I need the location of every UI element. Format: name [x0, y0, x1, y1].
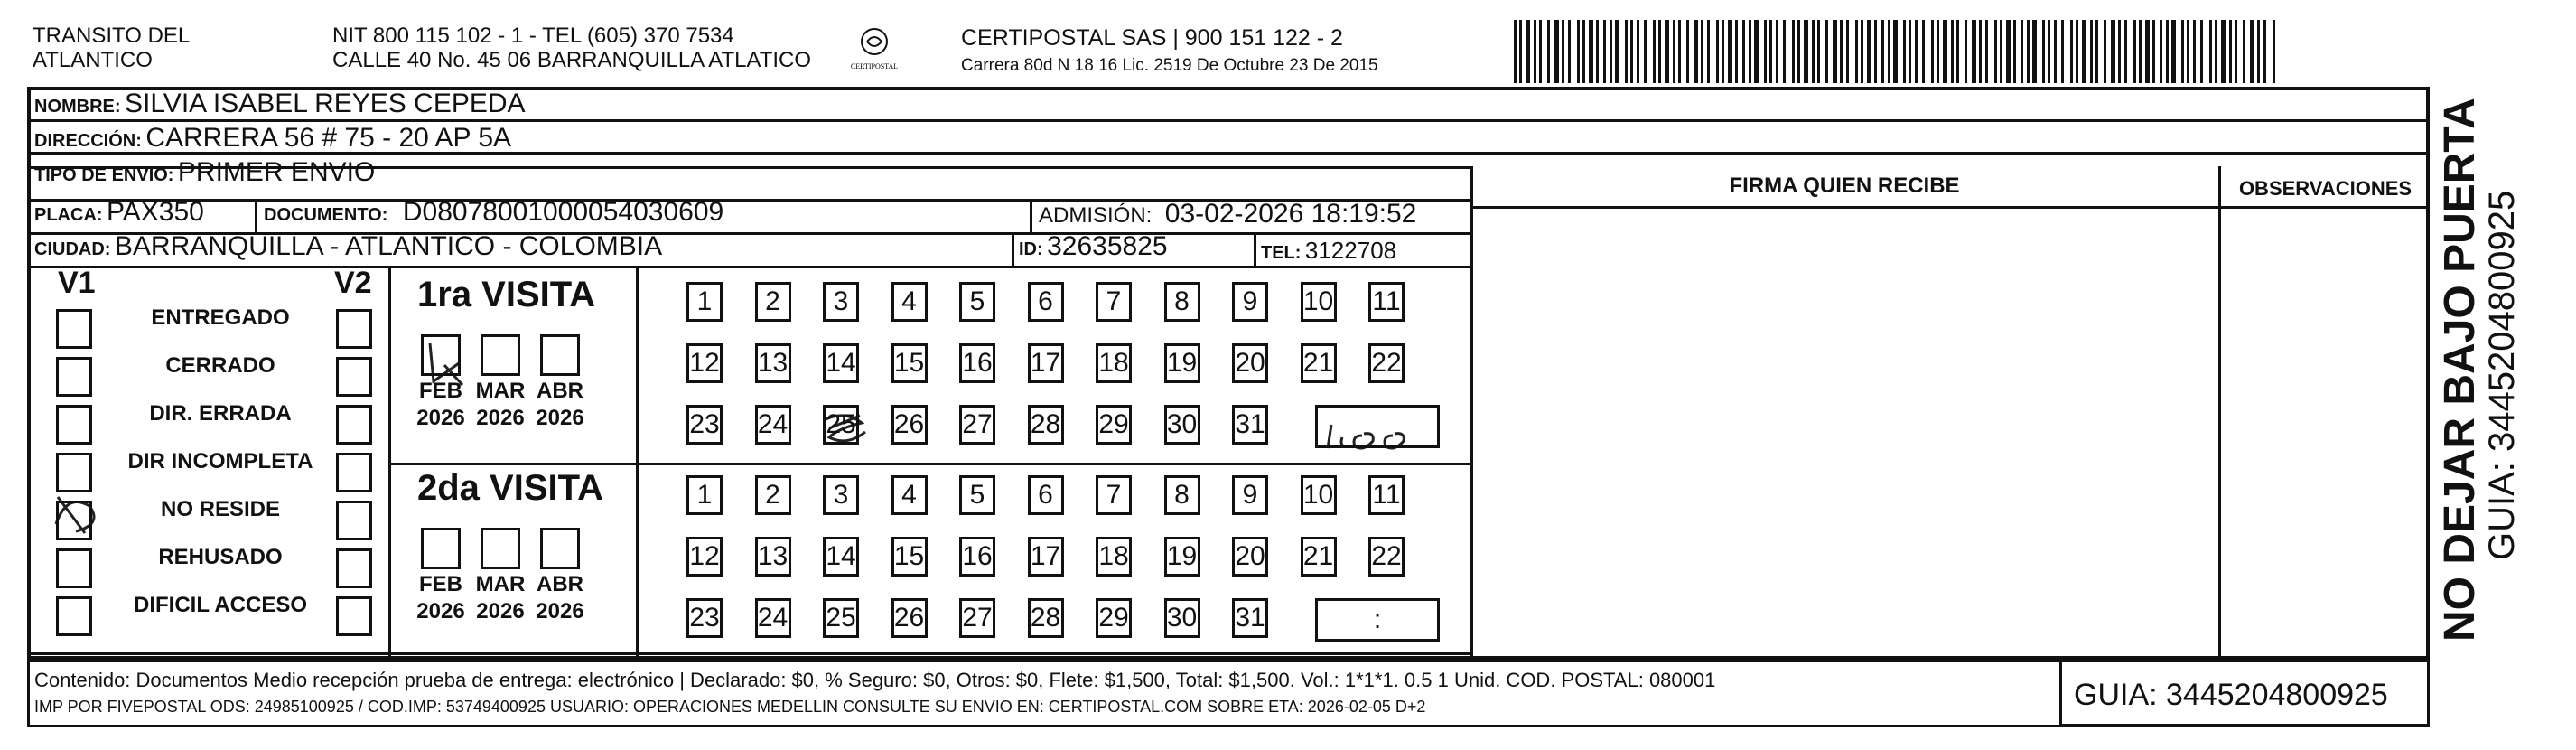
visit1-day-23[interactable]: 23: [686, 405, 723, 445]
barcode-bar: [2193, 20, 2196, 83]
visit1-day-25[interactable]: 25: [823, 405, 859, 445]
barcode-bar: [1554, 20, 1559, 83]
barcode-bar: [2104, 20, 2106, 83]
visit2-day-3[interactable]: 3: [823, 475, 859, 515]
visit1-day-4[interactable]: 4: [891, 282, 928, 322]
admision-value: 03-02-2026 18:19:52: [1164, 199, 1417, 229]
barcode-bar: [2273, 20, 2275, 83]
visit1-month-year: 2026: [416, 406, 465, 430]
barcode-bar: [1653, 20, 1656, 83]
visit1-month-name: FEB: [419, 379, 462, 403]
barcode-bar: [2145, 20, 2150, 83]
barcode-bar: [2124, 20, 2127, 83]
barcode-bar: [1861, 20, 1863, 83]
barcode-bar: [1728, 20, 1732, 83]
admision-field: [1039, 199, 1416, 230]
barcode-bar: [1972, 20, 1976, 83]
visit2-day-24[interactable]: 24: [755, 598, 791, 638]
barcode-bar: [1833, 20, 1837, 83]
barcode-bar: [1673, 20, 1675, 83]
license-line: Carrera 80d N 18 16 Lic. 2519 De Octubre 23 De 2015: [961, 56, 1378, 75]
visit1-day-28[interactable]: 28: [1028, 405, 1064, 445]
barcode-bar: [2160, 20, 2162, 83]
visit2-month-checkbox-mar[interactable]: [481, 528, 520, 569]
tipo-value: PRIMER ENVIO: [177, 157, 376, 187]
tipo-row: [34, 157, 375, 188]
direccion-row: [34, 123, 511, 154]
barcode-bar: [1979, 20, 1982, 83]
visit2-day-4[interactable]: 4: [891, 475, 928, 515]
visit1-day-15[interactable]: 15: [891, 343, 928, 383]
observaciones-header: OBSERVACIONES: [2238, 177, 2413, 200]
visit2-day-30[interactable]: 30: [1164, 598, 1200, 638]
logo-text: CERTIPOSTAL: [850, 62, 899, 70]
visit2-month-year: 2026: [536, 599, 584, 623]
status-option-cerrado: CERRADO: [165, 353, 275, 378]
visit1-day-26[interactable]: 26: [891, 405, 928, 445]
company-name: [33, 23, 190, 72]
tel-field: [1261, 237, 1396, 265]
visit2-day-19[interactable]: 19: [1164, 537, 1200, 577]
visit1-month-year: 2026: [536, 406, 584, 430]
visit1-month-year: 2026: [476, 406, 525, 430]
visit1-month-label: [531, 378, 589, 432]
visit1-day-22[interactable]: 22: [1368, 343, 1405, 383]
visit1-day-16[interactable]: 16: [959, 343, 995, 383]
direccion-label: DIRECCIÓN:: [34, 131, 142, 151]
visit1-day-3[interactable]: 3: [823, 282, 859, 322]
barcode-bar: [2171, 20, 2176, 83]
footer-line-1: Contenido: Documentos Medio recepción prueba de entrega: electrónico | Declarado: $0, % Seguro: $0, Otros: $0, Flete: $1,500, Total: $1,500. Vol.: 1*1*1. 0.5 1 Unid. COD. POSTAL: 080001: [34, 669, 1716, 691]
visit2-day-20[interactable]: 20: [1232, 537, 1268, 577]
barcode-bar: [1846, 20, 1849, 83]
visit1-day-29[interactable]: 29: [1096, 405, 1132, 445]
footer-line-2: IMP POR FIVEPOSTAL ODS: 24985100925 / COD.IMP: 53749400925 USUARIO: OPERACIONES MEDELLIN CONSULTE SU ENVIO EN: CERTIPOSTAL.COM SOBRE ETA: 2026-02-05 D+2: [34, 698, 1426, 716]
visit2-day-28[interactable]: 28: [1028, 598, 1064, 638]
documento-field: [264, 197, 723, 228]
visit2-day-1[interactable]: 1: [686, 475, 723, 515]
barcode-bar: [1707, 20, 1710, 83]
barcode-bar: [2006, 20, 2011, 83]
visit2-time-box[interactable]: :: [1315, 598, 1440, 642]
barcode-bar: [2221, 20, 2226, 83]
barcode-bar: [1547, 20, 1550, 83]
ciudad-label: CIUDAD:: [34, 239, 111, 259]
barcode-bar: [1716, 20, 1719, 83]
v2-checkbox-dir-errada[interactable]: [336, 405, 372, 445]
company-line-1: TRANSITO DEL: [33, 23, 191, 48]
visit1-month-checkbox-abr[interactable]: [540, 334, 580, 376]
barcode-bar: [1644, 20, 1647, 83]
barcode-bar: [2209, 20, 2212, 83]
barcode-bar: [1804, 20, 1808, 83]
barcode-bar: [1776, 20, 1778, 83]
visit1-day-18[interactable]: 18: [1096, 343, 1132, 383]
barcode-bar: [1658, 20, 1661, 83]
visit1-day-10[interactable]: 10: [1301, 282, 1337, 322]
visit1-day-9[interactable]: 9: [1232, 282, 1268, 322]
barcode-bar: [2263, 20, 2266, 83]
v2-checkbox-dificil-acceso[interactable]: [336, 596, 372, 636]
v1-label: V1: [58, 266, 96, 300]
visit1-day-27[interactable]: 27: [959, 405, 995, 445]
admision-label: ADMISIÓN:: [1039, 203, 1153, 228]
barcode-bar: [1817, 20, 1820, 83]
barcode-bar: [2139, 20, 2142, 83]
status-option-dificil-acceso: DIFICIL ACCESO: [133, 593, 307, 617]
nombre-value: SILVIA ISABEL REYES CEPEDA: [125, 89, 526, 118]
barcode-bar: [1764, 20, 1767, 83]
v1-checkbox-dificil-acceso[interactable]: [56, 596, 92, 636]
side-guia: GUIA: 3445204800925: [2482, 190, 2522, 560]
barcode-bar: [2111, 20, 2115, 83]
barcode-bar: [1812, 20, 1815, 83]
barcode-bar: [1514, 20, 1517, 83]
barcode-bar: [1783, 20, 1786, 83]
status-option-dir-errada: DIR. ERRADA: [149, 401, 292, 426]
tel-label: TEL:: [1261, 243, 1302, 263]
visit1-day-14[interactable]: 14: [823, 343, 859, 383]
barcode-bar: [2229, 20, 2232, 83]
barcode-bar: [1686, 20, 1689, 83]
barcode-bar: [1792, 20, 1795, 83]
documento-value: D08078001000054030609: [402, 197, 724, 227]
barcode-bar: [1694, 20, 1698, 83]
visit2-day-7[interactable]: 7: [1096, 475, 1132, 515]
barcode-bar: [2235, 20, 2237, 83]
barcode-bar: [1589, 20, 1593, 83]
visit2-day-2[interactable]: 2: [755, 475, 791, 515]
barcode-bar: [1582, 20, 1585, 83]
barcode-bar: [2133, 20, 2136, 83]
v2-checkbox-dir-incompleta[interactable]: [336, 453, 372, 492]
tel-value: 3122708: [1304, 237, 1397, 264]
visit2-day-11[interactable]: 11: [1368, 475, 1405, 515]
barcode-bar: [2200, 20, 2203, 83]
visit2-day-18[interactable]: 18: [1096, 537, 1132, 577]
barcode-bar: [1610, 20, 1612, 83]
observaciones-area[interactable]: [2222, 210, 2426, 656]
barcode-bar: [1722, 20, 1724, 83]
barcode-bar: [1931, 20, 1934, 83]
barcode-bar: [1735, 20, 1738, 83]
firma-header: FIRMA QUIEN RECIBE: [1729, 173, 1960, 198]
barcode-bar: [2215, 20, 2217, 83]
barcode-bar: [1903, 20, 1906, 83]
barcode-bar: [1769, 20, 1772, 83]
visit2-day-26[interactable]: 26: [891, 598, 928, 638]
barcode-bar: [1615, 20, 1619, 83]
placa-label: PLACA:: [34, 205, 103, 225]
visit2-month-label: [531, 571, 589, 625]
visit2-day-9[interactable]: 9: [1232, 475, 1268, 515]
barcode-bar: [1603, 20, 1606, 83]
visit1-day-17[interactable]: 17: [1028, 343, 1064, 383]
visit1-day-8[interactable]: 8: [1164, 282, 1200, 322]
visit2-day-6[interactable]: 6: [1028, 475, 1064, 515]
barcode-bar: [1874, 20, 1877, 83]
no-dejar-bajo-puerta: NO DEJAR BAJO PUERTA: [2436, 98, 2484, 642]
visit2-day-21[interactable]: 21: [1301, 537, 1337, 577]
barcode-bar: [2166, 20, 2169, 83]
visit2-day-27[interactable]: 27: [959, 598, 995, 638]
visit1-day-5[interactable]: 5: [959, 282, 995, 322]
barcode-bar: [1888, 20, 1890, 83]
barcode-bar: [1519, 20, 1522, 83]
visit2-day-14[interactable]: 14: [823, 537, 859, 577]
visit2-day-12[interactable]: 12: [686, 537, 723, 577]
id-field: [1019, 231, 1168, 262]
barcode-bar: [1909, 20, 1911, 83]
barcode-bar: [1922, 20, 1925, 83]
barcode-bar: [1701, 20, 1703, 83]
visit1-day-21[interactable]: 21: [1301, 343, 1337, 383]
v2-checkbox-cerrado[interactable]: [336, 357, 372, 397]
barcode-bar: [1678, 20, 1681, 83]
barcode-bar: [2070, 20, 2073, 83]
v1-checkbox-rehusado[interactable]: [56, 548, 92, 588]
nit-line: NIT 800 115 102 - 1 - TEL (605) 370 7534: [332, 23, 734, 48]
barcode-bar: [1951, 20, 1954, 83]
barcode-bar: [1596, 20, 1599, 83]
visit2-day-17[interactable]: 17: [1028, 537, 1064, 577]
barcode-bar: [2061, 20, 2064, 83]
visit2-day-15[interactable]: 15: [891, 537, 928, 577]
status-option-dir-incompleta: DIR INCOMPLETA: [127, 449, 313, 473]
visit2-day-22[interactable]: 22: [1368, 537, 1405, 577]
ciudad-field: [34, 231, 662, 262]
barcode-bar: [2095, 20, 2098, 83]
visit1-day-6[interactable]: 6: [1028, 282, 1064, 322]
barcode-bar: [1637, 20, 1639, 83]
id-value: 32635825: [1047, 231, 1168, 261]
v2-checkbox-no-reside[interactable]: [336, 501, 372, 540]
barcode-bar: [2021, 20, 2023, 83]
v1-checkbox-cerrado[interactable]: [56, 357, 92, 397]
visit2-month-name: FEB: [419, 572, 462, 596]
barcode-bar: [1742, 20, 1745, 83]
visit2-title: 2da VISITA: [417, 468, 603, 508]
barcode-bar: [2032, 20, 2037, 83]
barcode-bar: [1893, 20, 1898, 83]
status-option-entregado: ENTREGADO: [151, 305, 290, 330]
visit1-month-label: [412, 378, 470, 432]
status-option-no-reside: NO RESIDE: [160, 497, 281, 521]
visit2-day-5[interactable]: 5: [959, 475, 995, 515]
tipo-label: TIPO DE ENVIO:: [34, 165, 174, 185]
nombre-label: NOMBRE:: [34, 97, 121, 117]
visit1-day-12[interactable]: 12: [686, 343, 723, 383]
visit1-day-20[interactable]: 20: [1232, 343, 1268, 383]
id-label: ID:: [1019, 239, 1043, 259]
barcode: [1514, 20, 2282, 83]
visit1-day-11[interactable]: 11: [1368, 282, 1405, 322]
visit2-month-checkbox-feb[interactable]: [421, 528, 461, 569]
visit2-month-name: ABR: [537, 572, 583, 596]
placa-field: [34, 197, 204, 228]
visit1-time-box[interactable]: [1315, 405, 1440, 448]
certipostal-logo: [842, 25, 907, 74]
visit1-day-7[interactable]: 7: [1096, 282, 1132, 322]
barcode-bar: [1994, 20, 1997, 83]
barcode-bar: [1943, 20, 1947, 83]
company-contact: [332, 23, 811, 72]
barcode-bar: [1749, 20, 1751, 83]
v2-label: V2: [334, 266, 372, 300]
visit2-month-label: [412, 571, 470, 625]
visit2-day-10[interactable]: 10: [1301, 475, 1337, 515]
visit1-month-name: MAR: [475, 379, 526, 403]
barcode-bar: [2187, 20, 2189, 83]
v2-checkbox-entregado[interactable]: [336, 309, 372, 349]
barcode-bar: [2054, 20, 2057, 83]
v1-checkbox-dir-incompleta[interactable]: [56, 453, 92, 492]
v2-checkbox-rehusado[interactable]: [336, 548, 372, 588]
visit1-day-31[interactable]: 31: [1232, 405, 1268, 445]
v1-checkbox-entregado[interactable]: [56, 309, 92, 349]
barcode-bar: [2152, 20, 2155, 83]
barcode-bar: [1665, 20, 1669, 83]
barcode-bar: [1825, 20, 1828, 83]
direccion-value: CARRERA 56 # 75 - 20 AP 5A: [145, 123, 512, 153]
barcode-bar: [2013, 20, 2016, 83]
signature-area[interactable]: [1474, 210, 2215, 656]
visit1-day-13[interactable]: 13: [755, 343, 791, 383]
v1-checkbox-no-reside[interactable]: [56, 501, 92, 540]
barcode-bar: [1625, 20, 1628, 83]
barcode-bar: [1855, 20, 1858, 83]
barcode-bar: [2250, 20, 2254, 83]
barcode-bar: [2076, 20, 2078, 83]
barcode-bar: [1534, 20, 1536, 83]
barcode-bar: [2000, 20, 2002, 83]
v1-checkbox-dir-errada[interactable]: [56, 405, 92, 445]
placa-value: PAX350: [107, 197, 204, 227]
barcode-bar: [1937, 20, 1939, 83]
ciudad-value: BARRANQUILLA - ATLANTICO - COLOMBIA: [114, 231, 663, 261]
footer-guia: GUIA: 3445204800925: [2074, 678, 2388, 712]
address-line: CALLE 40 No. 45 06 BARRANQUILLA ATLATICO: [332, 48, 812, 72]
visit1-day-2[interactable]: 2: [755, 282, 791, 322]
visit2-day-8[interactable]: 8: [1164, 475, 1200, 515]
barcode-bar: [1956, 20, 1959, 83]
barcode-bar: [1539, 20, 1542, 83]
visit2-month-checkbox-abr[interactable]: [540, 528, 580, 569]
barcode-bar: [1965, 20, 1967, 83]
barcode-bar: [1881, 20, 1884, 83]
visit1-title: 1ra VISITA: [417, 275, 596, 314]
barcode-bar: [1840, 20, 1843, 83]
barcode-bar: [2257, 20, 2260, 83]
visit2-month-year: 2026: [476, 599, 525, 623]
carrier-line: CERTIPOSTAL SAS | 900 151 122 - 2: [961, 25, 1343, 51]
side-panel: [2430, 98, 2522, 651]
barcode-bar: [1568, 20, 1571, 83]
visit2-day-16[interactable]: 16: [959, 537, 995, 577]
barcode-bar: [1562, 20, 1564, 83]
barcode-bar: [1915, 20, 1918, 83]
barcode-bar: [2181, 20, 2184, 83]
barcode-bar: [1630, 20, 1633, 83]
barcode-bar: [1754, 20, 1759, 83]
barcode-bar: [2243, 20, 2245, 83]
visit1-month-checkbox-feb[interactable]: [421, 334, 461, 376]
visit2-day-25[interactable]: 25: [823, 598, 859, 638]
barcode-bar: [2082, 20, 2086, 83]
barcode-bar: [1985, 20, 1988, 83]
visit2-day-13[interactable]: 13: [755, 537, 791, 577]
visit1-month-label: [471, 378, 529, 432]
barcode-bar: [1526, 20, 1530, 83]
status-option-rehusado: REHUSADO: [158, 545, 283, 569]
barcode-bar: [2042, 20, 2045, 83]
visit1-day-24[interactable]: 24: [755, 405, 791, 445]
barcode-bar: [1867, 20, 1871, 83]
barcode-bar: [2048, 20, 2050, 83]
visit1-day-30[interactable]: 30: [1164, 405, 1200, 445]
visit2-month-label: [471, 571, 529, 625]
visit1-month-name: ABR: [537, 379, 583, 403]
visit1-day-19[interactable]: 19: [1164, 343, 1200, 383]
documento-label: DOCUMENTO:: [264, 205, 388, 225]
barcode-bar: [1797, 20, 1800, 83]
barcode-bar: [2027, 20, 2030, 83]
barcode-bar: [2090, 20, 2093, 83]
barcode-bar: [1577, 20, 1580, 83]
visit2-day-29[interactable]: 29: [1096, 598, 1132, 638]
company-line-2: ATLANTICO: [33, 48, 153, 72]
nombre-row: [34, 89, 526, 119]
visit2-month-year: 2026: [416, 599, 465, 623]
visit1-day-1[interactable]: 1: [686, 282, 723, 322]
visit2-day-23[interactable]: 23: [686, 598, 723, 638]
barcode-bar: [2118, 20, 2121, 83]
visit1-month-checkbox-mar[interactable]: [481, 334, 520, 376]
visit2-day-31[interactable]: 31: [1232, 598, 1268, 638]
visit2-month-name: MAR: [475, 572, 526, 596]
